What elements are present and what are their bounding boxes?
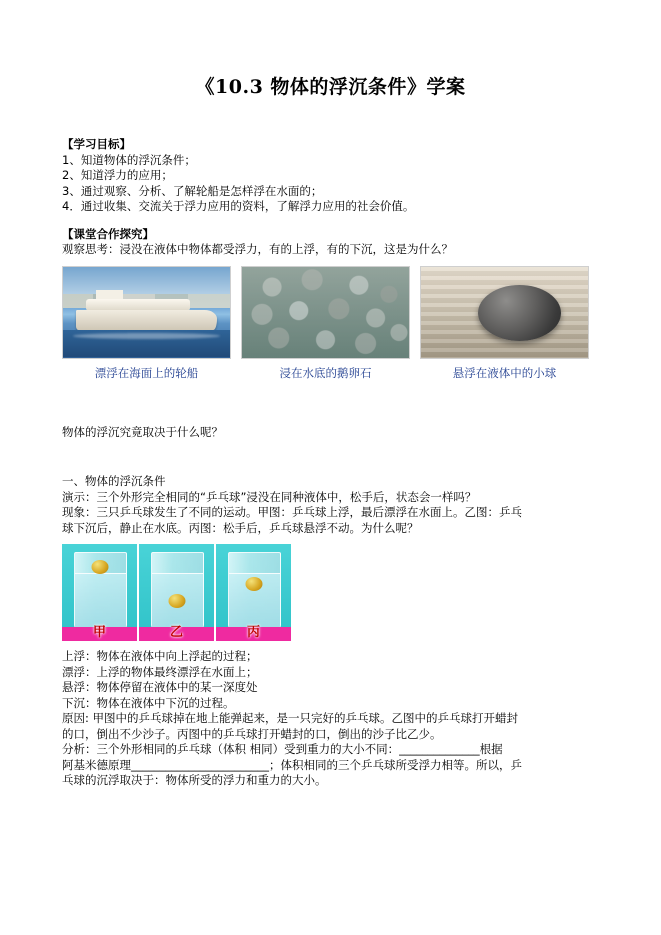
analysis-line: 乓球的沉浮取决于：物体所受的浮力和重力的大小。 <box>62 773 327 787</box>
sphere-photo <box>420 266 589 359</box>
page-title: 《10.3 物体的浮沉条件》学案 <box>195 76 466 98</box>
water-tint <box>242 267 409 358</box>
definitions-block <box>62 649 599 789</box>
section-one-block <box>62 474 599 536</box>
definition-line: 下沉：物体在液体中下沉的过程。 <box>62 695 235 710</box>
objective-item: 4．通过收集、交流关于浮力应用的资料，了解浮力应用的社会价值。 <box>62 199 415 213</box>
definition-line: 上浮：物体在液体中向上浮起的过程； <box>62 649 258 663</box>
phenomenon-line: 现象：三只乒乓球发生了不同的运动。甲图：乒乓球上浮，最后漂浮在水面上。乙图：乒乓 <box>62 505 522 519</box>
figure-sphere <box>420 266 589 381</box>
question-block <box>62 425 599 441</box>
suspended-ball <box>478 285 562 341</box>
phenomenon-line: 球下沉后，静止在水底。丙图：松手后，乒乓球悬浮不动。为什么呢？ <box>62 520 419 535</box>
experiment-label: 乙 <box>169 625 183 640</box>
pingpong-ball <box>168 594 185 608</box>
analysis-line: 分析：三个外形相同的乒乓球（体积 相同）受到重力的大小不同：______________根据 <box>62 742 503 756</box>
figure-caption: 悬浮在液体中的小球 <box>452 365 557 380</box>
objectives-block <box>62 137 599 215</box>
pingpong-ball <box>245 577 262 591</box>
analysis-line: 阿基米德原理________________________；体积相同的三个乒乓球所受浮力相等。所以，乒 <box>62 757 522 772</box>
figure-caption: 漂浮在海面上的轮船 <box>94 365 199 380</box>
explore-block <box>62 227 599 258</box>
experiment-figure-row <box>62 544 599 641</box>
figure-caption: 浸在水底的鹅卵石 <box>279 365 372 380</box>
pingpong-ball <box>91 560 108 574</box>
sea-region <box>63 330 230 357</box>
demo-line: 演示：三个外形完全相同的“乒乓球”浸没在同种液体中，松手后，状态会一样吗？ <box>62 489 477 504</box>
experiment-label: 甲 <box>92 625 106 640</box>
objective-item: 2、知道浮力的应用； <box>62 168 173 182</box>
beaker <box>151 552 204 630</box>
cause-line: 原因: 甲图中的乒乓球掉在地上能弹起来，是一只完好的乒乓球。乙图中的乒乓球打开蜡封 <box>62 711 519 725</box>
experiment-cell-jia <box>62 544 137 641</box>
definition-line: 悬浮：物体停留在液体中的某一深度处 <box>62 680 258 694</box>
objectives-heading: 【学习目标】 <box>62 137 131 151</box>
explore-prompt: 观察思考：浸没在液体中物体都受浮力，有的上浮，有的下沉，这是为什么？ <box>62 242 453 256</box>
definition-line: 漂浮：上浮的物体最终漂浮在水面上； <box>62 664 258 679</box>
cause-line: 的口，倒出不少沙子。丙图中的乒乓球打开蜡封的口，倒出的沙子比乙少。 <box>62 726 442 741</box>
ship-photo <box>62 266 231 359</box>
experiment-cell-yi <box>139 544 214 641</box>
figure-row <box>62 266 599 381</box>
objective-item: 3、通过观察、分析、了解轮船是怎样浮在水面的； <box>62 183 323 198</box>
experiment-cell-bing <box>216 544 291 641</box>
ship-hull <box>76 310 216 330</box>
figure-pebbles <box>241 266 410 381</box>
pebbles-photo <box>241 266 410 359</box>
figure-ship <box>62 266 231 381</box>
objective-item: 1、知道物体的浮沉条件； <box>62 152 196 167</box>
experiment-label: 丙 <box>246 625 260 640</box>
section1-heading: 一、物体的浮沉条件 <box>62 474 166 488</box>
explore-heading: 【课堂合作探究】 <box>62 226 154 241</box>
question-line: 物体的浮沉究竟取决于什么呢？ <box>62 424 223 439</box>
